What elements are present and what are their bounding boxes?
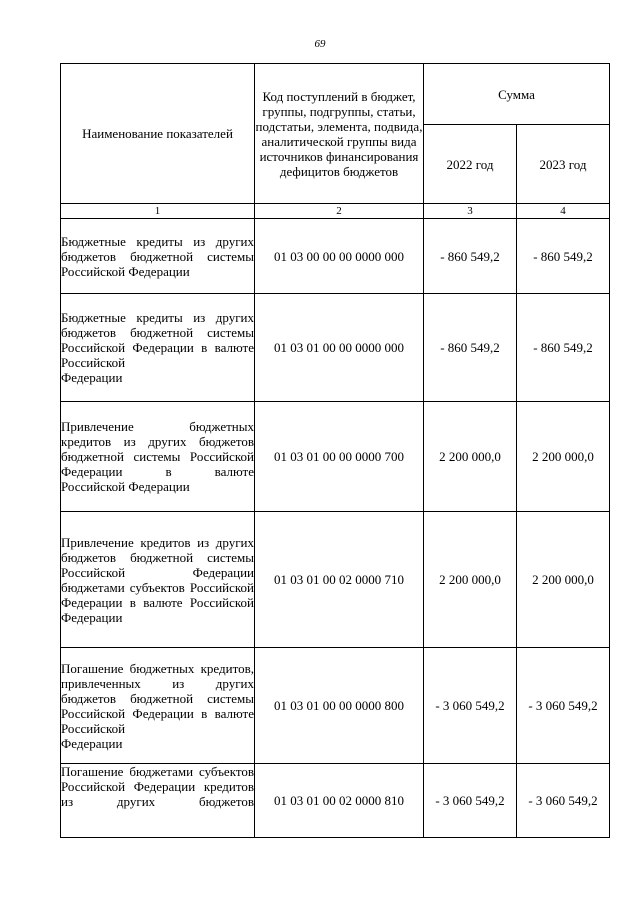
row-amount-2023: 2 200 000,0 [517,402,610,512]
row-name [61,764,255,838]
row-amount-2022: 2 200 000,0 [424,402,517,512]
row-code: 01 03 01 00 02 0000 810 [255,764,424,838]
budget-sources-table [60,63,610,838]
table-row [61,294,610,402]
row-name-text-end: Федерации [61,370,123,385]
header-name: Наименование показателей [61,64,255,204]
page-number: 69 [314,38,326,50]
row-code: 01 03 01 00 00 0000 800 [255,648,424,764]
row-name [61,648,255,764]
index-cell: 4 [517,204,610,219]
header-row [61,64,610,125]
row-code: 01 03 01 00 02 0000 710 [255,512,424,648]
row-name-text: Привлечение кредитов из других бюджетов бюджетной системы Российской Федерации бюджетами субъектов Российской Федерации в валюте Российской [61,534,254,610]
row-name [61,402,255,512]
row-name-text: Бюджетные кредиты из других бюджетов бюджетной системы [61,233,254,264]
table-row [61,402,610,512]
table-row [61,764,610,838]
row-name-text-end: Федерации [61,609,123,625]
row-amount-2023: - 860 549,2 [517,219,610,294]
header-year-2022: 2022 год [424,125,517,204]
header-code: Код поступлений в бюджет, группы, подгруппы, статьи, подстатьи, элемента, подвида, аналитической группы вида источников финансирования дефицитов бюджетов [255,64,424,204]
row-code: 01 03 01 00 00 0000 000 [255,294,424,402]
row-amount-2022: - 860 549,2 [424,219,517,294]
index-cell: 3 [424,204,517,219]
index-cell: 2 [255,204,424,219]
row-amount-2023: - 3 060 549,2 [517,648,610,764]
row-amount-2022: - 3 060 549,2 [424,648,517,764]
column-index-row [61,204,610,219]
row-name-text: Привлечение бюджетных кредитов из других бюджетов бюджетной системы Российской Федерации в валюте [61,419,254,479]
row-name [61,512,255,648]
row-name-text: Погашение бюджетами субъектов Российской Федерации кредитов из других бюджетов [61,764,254,809]
index-cell: 1 [61,204,255,219]
table-row [61,512,610,648]
row-name-text-end: Российской Федерации [61,263,190,279]
row-name-text-end: Российской Федерации [61,479,190,494]
header-year-2023: 2023 год [517,125,610,204]
row-name [61,219,255,294]
row-amount-2022: 2 200 000,0 [424,512,517,648]
header-sum: Сумма [424,64,610,125]
row-amount-2023: - 3 060 549,2 [517,764,610,838]
row-amount-2023: - 860 549,2 [517,294,610,402]
row-code: 01 03 01 00 00 0000 700 [255,402,424,512]
table-row [61,648,610,764]
row-name [61,294,255,402]
row-code: 01 03 00 00 00 0000 000 [255,219,424,294]
table-row [61,219,610,294]
row-amount-2022: - 3 060 549,2 [424,764,517,838]
row-name-text: Бюджетные кредиты из других бюджетов бюджетной системы Российской Федерации в валюте Российской [61,310,254,370]
row-name-text-end: Федерации [61,735,123,751]
row-amount-2023: 2 200 000,0 [517,512,610,648]
row-amount-2022: - 860 549,2 [424,294,517,402]
row-name-text: Погашение бюджетных кредитов, привлеченных из других бюджетов бюджетной системы Российской Федерации в валюте Российской [61,660,254,736]
